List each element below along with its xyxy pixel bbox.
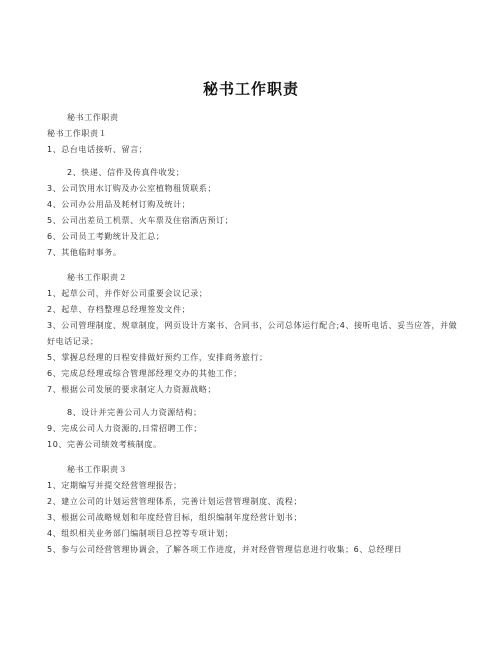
list-item: 1、起草公司，并作好公司重要会议记录； [47,289,208,298]
list-item: 7、其他临时事务。 [47,248,122,257]
document-body [47,110,465,558]
list-item: 8、设计并完善公司人力资源结构； [67,408,202,417]
list-item: 1、定期编写并提交经营管理报告； [47,481,182,490]
list-item: 4、公司办公用品及耗材订购及统计； [47,200,191,209]
list-item: 5、参与公司经营管理协调会，了解各项工作进度，并对经营管理信息进行收集；6、总经理日 [47,545,403,554]
list-item: 1、总台电话接听、留言； [47,145,148,154]
list-item: 5、掌握总经理的日程安排做好预约工作，安排商务旅行； [47,353,268,362]
list-item: 3、根据公司战略规划和年度经营目标，组织编制年度经营计划书； [47,513,303,522]
list-item: 2、起草、存档整理总经理签发文件； [47,305,191,314]
list-item: 3、公司管理制度、规章制度，网页设计方案书、合同书，公司总体运行配合;4、接听电话、妥当应答，并做好电话记录； [47,321,458,346]
list-item: 6、公司员工考勤统计及汇总； [47,232,165,241]
section-intro-line: 秘书工作职责 [67,113,119,122]
list-item: 2、快递、信件及传真件收发； [67,168,185,177]
list-item: 3、公司饮用水订购及办公室植物租赁联系； [47,184,217,193]
list-item: 10、完善公司绩效考核制度。 [47,440,162,449]
section-heading: 秘书工作职责２ [67,273,128,282]
list-item: 6、完成总经理或综合管理部经理交办的其他工作； [47,369,242,378]
section-heading: 秘书工作职责１ [47,129,108,138]
list-item: 4、组织相关业务部门编制项目总控等专项计划； [47,529,234,538]
list-item: 7、根据公司发展的要求制定人力资源战略； [47,385,217,394]
page-title: 秘书工作职责 [202,80,299,98]
list-item: 9、完成公司人力资源的,日常招聘工作； [47,424,203,433]
list-item: 2、建立公司的计划运营管理体系，完善计划运营管理制度、流程； [47,497,303,506]
section-heading: 秘书工作职责３ [67,465,128,474]
list-item: 5、公司出差员工机票、火车票及住宿酒店预订； [47,216,234,225]
